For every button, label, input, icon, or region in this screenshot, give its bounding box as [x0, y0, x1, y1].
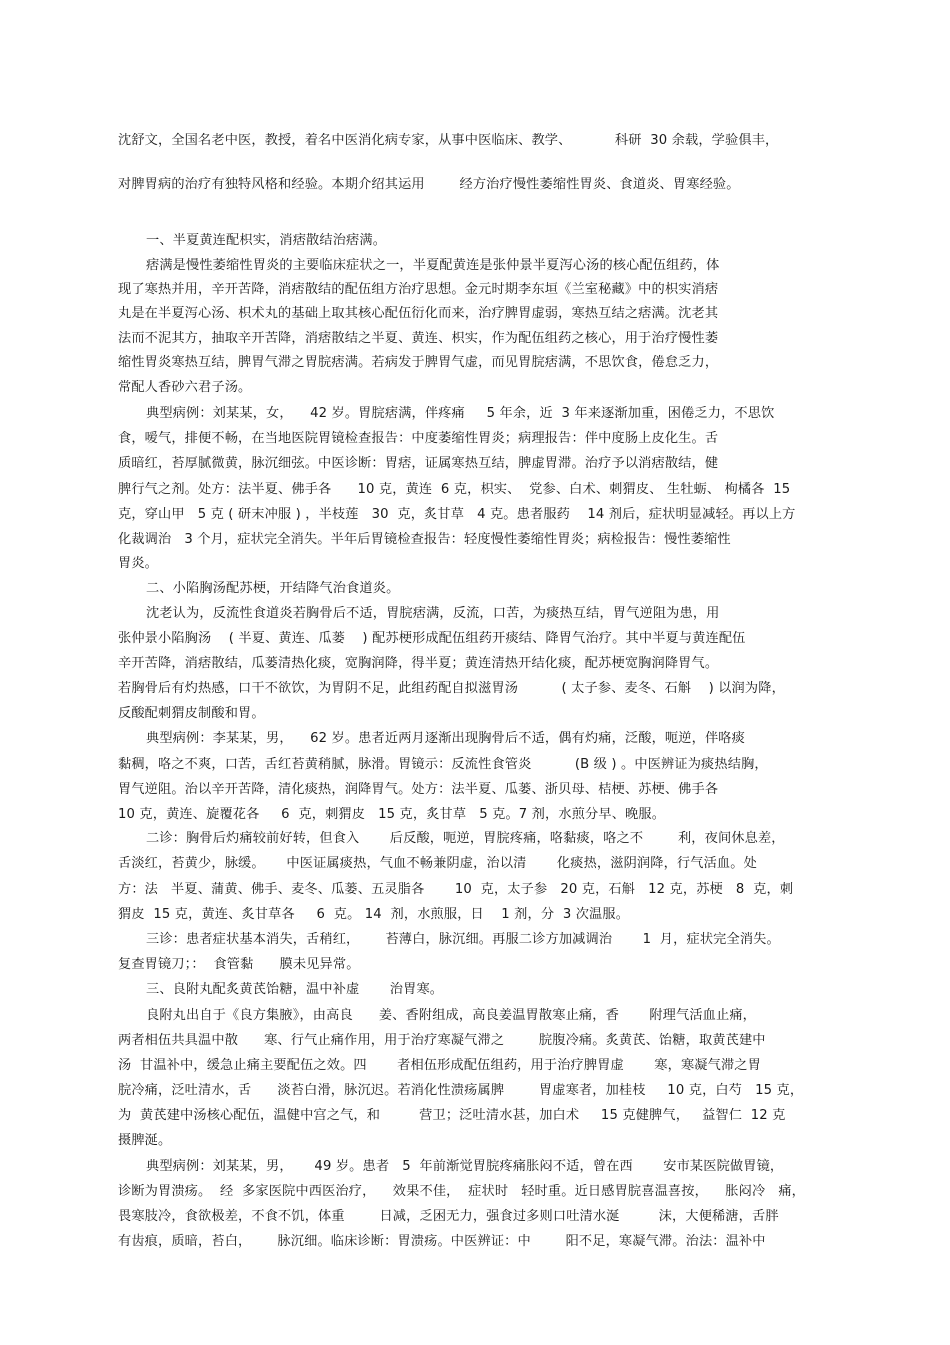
text-line: 食，嗳气，排便不畅，在当地医院胃镜检查报告：中度萎缩性胃炎；病理报告：伴中度肠上皮化生。舌 — [118, 431, 719, 446]
text-line: 脾行气之剂。处方：法半夏、佛手各 10 克，黄连 6 克，枳实、 党参、白术、刺猬皮、 生牡蛎、 枸橘各 15 — [118, 482, 791, 497]
text-line: 汤 甘温补中，缓急止痛主要配伍之效。四 者相伍形成配伍组药，用于治疗脾胃虚 寒，寒凝气滞之胃 — [118, 1058, 761, 1073]
text-line: 现了寒热并用，辛开苦降，消痞散结的配伍组方治疗思想。金元时期李东垣《兰室秘藏》中的枳实消痞 — [118, 282, 719, 297]
text-line: 化裁调治 3 个月，症状完全消失。半年后胃镜检查报告：轻度慢性萎缩性胃炎；病检报告：慢性萎缩性 — [118, 532, 731, 547]
text-line: 对脾胃病的治疗有独特风格和经验。本期介绍其运用 经方治疗慢性萎缩性胃炎、食道炎、胃寒经验。 — [118, 177, 740, 192]
text-line: 痞满是慢性萎缩性胃炎的主要临床症状之一，半夏配黄连是张仲景半夏泻心汤的核心配伍组药，体 — [146, 258, 720, 273]
text-line: 反酸配刺猬皮制酸和胃。 — [118, 706, 265, 721]
text-line: 张仲景小陷胸汤 ( 半夏、黄连、瓜蒌 ) 配苏梗形成配伍组药开痰结、降胃气治疗。其中半夏与黄连配伍 — [118, 631, 746, 646]
text-line: 沈老认为，反流性食道炎若胸骨后不适，胃脘痞满，反流，口苦，为痰热互结，胃气逆阻为患，用 — [146, 606, 720, 621]
text-line: 良附丸出自于《良方集腋》，由高良 姜、香附组成，高良姜温胃散寒止痛，香 附理气活血止痛， — [146, 1008, 757, 1023]
text-line: 典型病例：刘某某，男， 49 岁。患者 5 年前渐觉胃脘疼痛胀闷不适，曾在西 安市某医院做胃镜， — [146, 1159, 784, 1174]
text-line: 克，穿山甲 5 克 ( 研末冲服 ) ，半枝莲 30 克，炙甘草 4 克。患者服药 14 剂后，症状明显减轻。再以上方 — [118, 507, 796, 522]
text-line: 质暗红，苔厚腻微黄，脉沉细弦。中医诊断：胃痞，证属寒热互结，脾虚胃滞。治疗予以消痞散结，健 — [118, 456, 719, 471]
text-line: 辛开苦降，消痞散结，瓜蒌清热化痰，宽胸润降，得半夏；黄连清热开结化痰，配苏梗宽胸润降胃气。 — [118, 656, 719, 671]
text-line: 常配人香砂六君子汤。 — [118, 380, 252, 395]
text-line: 法而不泥其方，抽取辛开苦降，消痞散结之半夏、黄连、枳实，作为配伍组药之核心，用于治疗慢性萎 — [118, 331, 719, 346]
section-heading: 一、半夏黄连配枳实，消痞散结治痞满。 — [146, 233, 387, 248]
text-line: 若胸骨后有灼热感，口干不欲饮，为胃阴不足，此组药配自拟滋胃汤 ( 太子参、麦冬、石斛 ) 以润为降， — [118, 681, 785, 696]
text-line: 黏稠，咯之不爽，口苦，舌红苔黄稍腻，脉滑。胃镜示：反流性食管炎 (B 级 ) 。中医辨证为痰热结胸， — [118, 757, 768, 772]
text-line: 丸是在半夏泻心汤、枳术丸的基础上取其核心配伍衍化而来，治疗脾胃虚弱，寒热互结之痞满。沈老其 — [118, 306, 719, 321]
text-line: 胃气逆阻。治以辛开苦降，清化痰热，润降胃气。处方：法半夏、瓜蒌、浙贝母、桔梗、苏梗、佛手各 — [118, 782, 719, 797]
text-line: 胃炎。 — [118, 556, 159, 571]
text-line: 典型病例：刘某某，女， 42 岁。胃脘痞满，伴疼痛 5 年余，近 3 年来逐渐加重，困倦乏力，不思饮 — [146, 406, 775, 421]
text-line: 为 黄芪建中汤核心配伍，温健中宫之气，和 营卫；泛吐清水甚，加白术 15 克健脾气， 益智仁 12 克 — [118, 1108, 786, 1123]
text-line: 典型病例：李某某，男， 62 岁。患者近两月逐渐出现胸骨后不适，偶有灼痛，泛酸，呃逆，伴咯痰 — [146, 731, 745, 746]
text-line: 脘冷痛，泛吐清水，舌 淡苔白滑，脉沉迟。若消化性溃疡属脾 胃虚寒者，加桂枝 10 克，白芍 15 克， — [118, 1083, 804, 1098]
text-line: 畏寒肢冷，食欲极差，不食不饥，体重 日减，乏困无力，强食过多则口吐清水涎 沫，大便稀溏，舌胖 — [118, 1209, 779, 1224]
section-heading: 二、小陷胸汤配苏梗，开结降气治食道炎。 — [146, 581, 400, 596]
text-line: 方：法 半夏、蒲黄、佛手、麦冬、瓜蒌、五灵脂各 10 克，太子参 20 克，石斛 12 克，苏梗 8 克，刺 — [118, 882, 794, 897]
text-line: 10 克，黄连、旋覆花各 6 克，刺猬皮 15 克，炙甘草 5 克。7 剂，水煎分早、晚服。 — [118, 807, 666, 822]
text-line: 三诊：患者症状基本消失，舌稍红， 苔薄白，脉沉细。再服二诊方加减调治 1 月，症状完全消失。 — [146, 932, 780, 947]
text-line: 有齿痕，质暗，苔白， 脉沉细。临床诊断：胃溃疡。中医辨证：中 阳不足，寒凝气滞。治法：温补中 — [118, 1234, 766, 1249]
text-line: 猬皮 15 克，黄连、炙甘草各 6 克。 14 剂，水煎服，日 1 剂，分 3 次温服。 — [118, 907, 630, 922]
text-line: 沈舒文，全国名老中医，教授，着名中医消化病专家，从事中医临床、教学、 科研 30 余载，学验俱丰， — [118, 133, 779, 148]
text-line: 舌淡红，苔黄少，脉缓。 中医证属痰热，气血不畅兼阴虚，治以清 化痰热，滋阴润降，行气活血。处 — [118, 856, 757, 871]
text-line: 二诊：胸骨后灼痛较前好转，但食入 后反酸，呃逆，胃脘疼痛，咯黏痰，咯之不 利，夜间休息差， — [146, 831, 785, 846]
section-heading: 三、良附丸配炙黄芪饴糖，温中补虚 治胃寒。 — [146, 982, 444, 997]
text-line: 两者相伍共具温中散 寒、行气止痛作用，用于治疗寒凝气滞之 脘腹冷痛。炙黄芪、饴糖，取黄芪建中 — [118, 1033, 766, 1048]
text-line: 诊断为胃溃疡。 经 多家医院中西医治疗， 效果不佳， 症状时 轻时重。近日感胃脘喜温喜按， 胀闷冷 痛， — [118, 1184, 806, 1199]
text-line: 缩性胃炎寒热互结，脾胃气滞之胃脘痞满。若病发于脾胃气虚，而见胃脘痞满，不思饮食，倦怠乏力， — [118, 355, 719, 370]
text-line: 复查胃镜刀；： 食管黏 膜未见异常。 — [118, 957, 360, 972]
text-line: 摄脾涎。 — [118, 1133, 172, 1148]
